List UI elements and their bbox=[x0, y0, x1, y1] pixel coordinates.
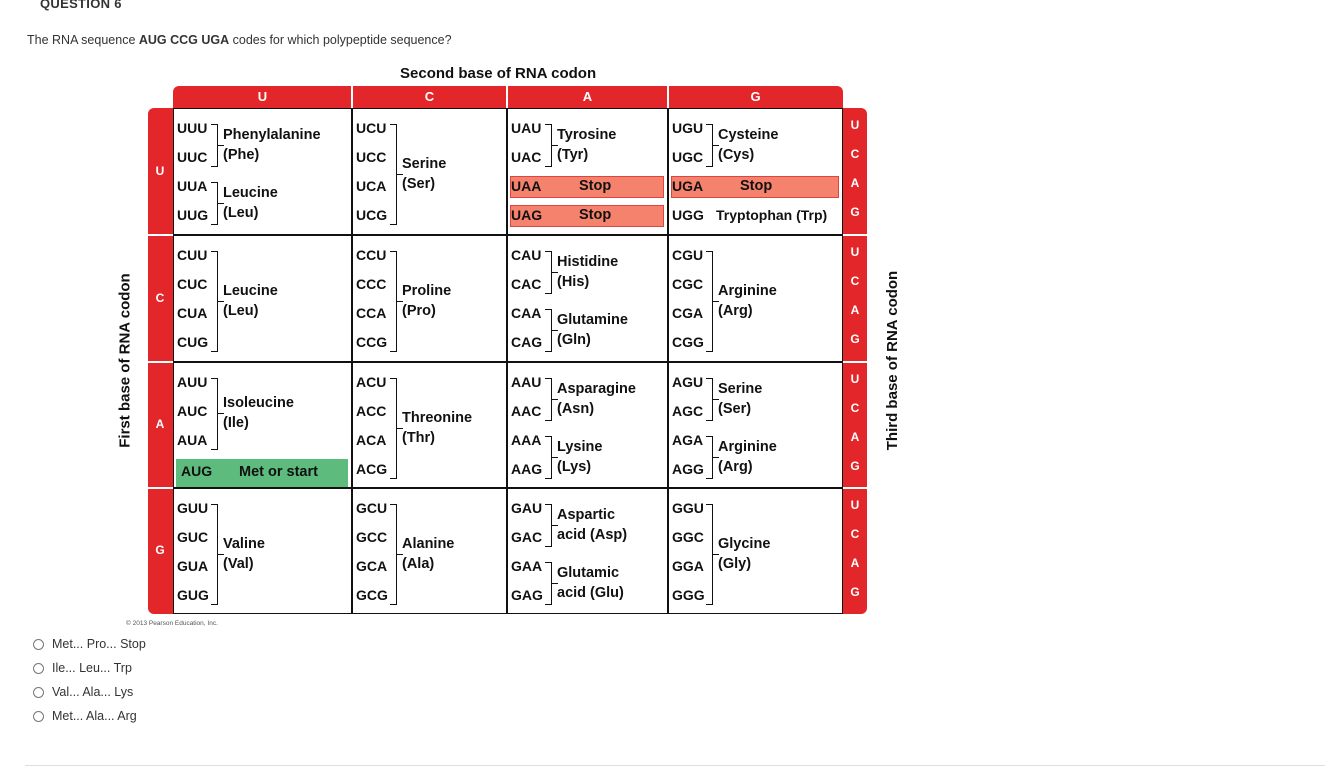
bracket bbox=[211, 378, 218, 450]
codon-UAG: UAG bbox=[511, 207, 543, 223]
codon-GAU: GAU bbox=[511, 500, 543, 516]
amino-acid-abbr: (Gln) bbox=[557, 331, 591, 348]
codon-CGC: CGC bbox=[672, 276, 704, 292]
stop-label: Stop bbox=[579, 178, 612, 194]
radio-button[interactable] bbox=[33, 687, 44, 698]
bracket bbox=[706, 378, 713, 421]
answer-option-label[interactable]: Val... Ala... Lys bbox=[52, 685, 134, 699]
amino-acid-name: Histidine bbox=[557, 253, 619, 270]
codon-ACA: ACA bbox=[356, 432, 387, 448]
radio-button[interactable] bbox=[33, 663, 44, 674]
bracket bbox=[545, 309, 552, 352]
codon-AUG: AUG bbox=[181, 463, 213, 479]
codon-CUC: CUC bbox=[177, 276, 208, 292]
question-text bbox=[27, 33, 452, 47]
codon-CAU: CAU bbox=[511, 247, 542, 263]
bracket bbox=[390, 124, 397, 225]
copyright-text: © 2013 Pearson Education, Inc. bbox=[126, 620, 218, 627]
first-base-C: C bbox=[155, 290, 165, 305]
codon-UAC: UAC bbox=[511, 149, 542, 165]
amino-acid-name: Valine bbox=[223, 535, 265, 552]
amino-acid-name: Glutamic bbox=[557, 564, 620, 581]
amino-acid-abbr: (Lys) bbox=[557, 458, 592, 475]
amino-acid-name: Serine bbox=[718, 380, 763, 397]
amino-acid-name: Glycine bbox=[718, 535, 771, 552]
bracket bbox=[545, 436, 552, 479]
third-base-U: U bbox=[850, 245, 860, 259]
codon-AGA: AGA bbox=[672, 432, 704, 448]
amino-acid-abbr: (Ile) bbox=[223, 415, 249, 431]
third-base-C: C bbox=[850, 527, 860, 541]
codon-GCU: GCU bbox=[356, 500, 388, 516]
codon-UAU: UAU bbox=[511, 120, 542, 136]
amino-acid-name: Aspartic bbox=[557, 506, 616, 523]
left-separator bbox=[148, 487, 173, 489]
codon-CCG: CCG bbox=[356, 334, 388, 350]
bracket bbox=[545, 378, 552, 421]
rna-sequence: AUG CCG UGA bbox=[138, 33, 230, 47]
amino-acid-abbr: (Phe) bbox=[223, 146, 260, 163]
bracket bbox=[706, 436, 713, 479]
codon-GGA: GGA bbox=[672, 558, 704, 574]
amino-acid-abbr: acid (Glu) bbox=[557, 584, 624, 601]
amino-acid-name: Phenylalanine bbox=[223, 126, 321, 143]
codon-AGU: AGU bbox=[672, 374, 704, 390]
codon-UCC: UCC bbox=[356, 149, 387, 165]
third-base-G: G bbox=[850, 332, 860, 346]
third-base-A: A bbox=[850, 303, 860, 317]
first-base-G: G bbox=[155, 543, 165, 557]
amino-acid-abbr: (His) bbox=[557, 273, 590, 290]
third-base-A: A bbox=[850, 556, 860, 570]
third-base-G: G bbox=[850, 459, 860, 473]
third-base-A: A bbox=[850, 176, 860, 190]
amino-acid-name: Arginine bbox=[718, 438, 777, 455]
codon-GCC: GCC bbox=[356, 529, 388, 545]
second-base-title: Second base of RNA codon bbox=[400, 65, 597, 82]
question-suffix: codes for which polypeptide sequence? bbox=[229, 33, 452, 47]
codon-AAU: AAU bbox=[511, 374, 542, 390]
codon-UGA: UGA bbox=[672, 178, 704, 194]
amino-acid-name: Proline bbox=[402, 282, 452, 299]
codon-CGU: CGU bbox=[672, 247, 704, 263]
third-base-C: C bbox=[850, 401, 860, 415]
codon-GGG: GGG bbox=[672, 587, 705, 603]
amino-acid-abbr: (Cys) bbox=[718, 146, 755, 163]
amino-acid-abbr: (Gly) bbox=[718, 555, 752, 572]
codon-CCA: CCA bbox=[356, 305, 387, 321]
third-base-G: G bbox=[850, 205, 860, 219]
codon-GCG: GCG bbox=[356, 587, 388, 603]
answer-option[interactable] bbox=[33, 685, 133, 699]
codon-CGA: CGA bbox=[672, 305, 704, 321]
amino-acid-name: Threonine bbox=[402, 409, 473, 426]
codon-CCU: CCU bbox=[356, 247, 387, 263]
radio-button[interactable] bbox=[33, 711, 44, 722]
amino-acid-name: Cysteine bbox=[718, 126, 779, 143]
first-base-A: A bbox=[155, 417, 165, 431]
bracket bbox=[545, 562, 552, 605]
codon-UCA: UCA bbox=[356, 178, 387, 194]
codon-UUG: UUG bbox=[177, 207, 209, 223]
amino-acid-abbr: acid (Asp) bbox=[557, 526, 628, 543]
codon-CAG: CAG bbox=[511, 334, 543, 350]
codon-UGU: UGU bbox=[672, 120, 704, 136]
first-base-U: U bbox=[155, 163, 165, 178]
amino-acid-abbr: (Arg) bbox=[718, 458, 753, 475]
third-base-title: Third base of RNA codon bbox=[884, 270, 902, 451]
bracket bbox=[211, 124, 218, 167]
answer-option-label[interactable]: Met... Pro... Stop bbox=[52, 637, 146, 651]
header-separator bbox=[351, 86, 353, 108]
second-base-C: C bbox=[424, 89, 435, 104]
codon-AAC: AAC bbox=[511, 403, 542, 419]
amino-acid-abbr: (Arg) bbox=[718, 302, 753, 319]
codon-GCA: GCA bbox=[356, 558, 388, 574]
codon-AUU: AUU bbox=[177, 374, 208, 390]
codon-ACG: ACG bbox=[356, 461, 388, 477]
third-base-U: U bbox=[850, 118, 860, 132]
codon-CAC: CAC bbox=[511, 276, 542, 292]
amino-acid-abbr: (Val) bbox=[223, 555, 254, 572]
codon-UCU: UCU bbox=[356, 120, 387, 136]
third-base-U: U bbox=[850, 372, 860, 386]
codon-UUU: UUU bbox=[177, 120, 208, 136]
question-heading: QUESTION 6 bbox=[40, 0, 122, 11]
bracket bbox=[706, 504, 713, 605]
codon-GUA: GUA bbox=[177, 558, 209, 574]
second-base-G: G bbox=[750, 89, 761, 104]
amino-acid-abbr: (Leu) bbox=[223, 302, 259, 319]
amino-acid-name: Asparagine bbox=[557, 380, 636, 397]
right-separator bbox=[843, 361, 867, 363]
right-separator bbox=[843, 234, 867, 236]
header-separator bbox=[506, 86, 508, 108]
codon-CAA: CAA bbox=[511, 305, 542, 321]
codon-UUA: UUA bbox=[177, 178, 208, 194]
codon-UAA: UAA bbox=[511, 178, 542, 194]
codon-UCG: UCG bbox=[356, 207, 388, 223]
amino-acid-name: Leucine bbox=[223, 282, 278, 299]
codon-ACU: ACU bbox=[356, 374, 387, 390]
second-base-A: A bbox=[582, 89, 593, 104]
codon-AUC: AUC bbox=[177, 403, 208, 419]
codon-GUC: GUC bbox=[177, 529, 209, 545]
amino-acid-abbr: (Thr) bbox=[402, 429, 436, 446]
answer-option[interactable] bbox=[33, 637, 146, 651]
stop-label: Stop bbox=[740, 178, 773, 194]
amino-acid-abbr: (Pro) bbox=[402, 302, 436, 319]
bracket bbox=[706, 251, 713, 352]
codon-CGG: CGG bbox=[672, 334, 704, 350]
third-base-C: C bbox=[850, 274, 860, 288]
left-separator bbox=[148, 234, 173, 236]
third-base-C: C bbox=[850, 147, 860, 161]
codon-AGC: AGC bbox=[672, 403, 704, 419]
bracket bbox=[545, 124, 552, 167]
amino-acid-name: Glutamine bbox=[557, 311, 628, 328]
bracket bbox=[211, 182, 218, 225]
codon-CUA: CUA bbox=[177, 305, 208, 321]
codon-GAA: GAA bbox=[511, 558, 543, 574]
amino-acid-name: Leucine bbox=[223, 184, 278, 201]
question-prefix: The RNA sequence bbox=[27, 33, 139, 47]
amino-acid-abbr: (Ala) bbox=[402, 555, 435, 572]
codon-AAG: AAG bbox=[511, 461, 543, 477]
answer-option[interactable] bbox=[33, 709, 137, 723]
bracket bbox=[706, 124, 713, 167]
right-separator bbox=[843, 487, 867, 489]
amino-acid-name: Alanine bbox=[402, 535, 455, 552]
bracket bbox=[545, 251, 552, 294]
amino-acid-abbr: (Ser) bbox=[718, 400, 752, 417]
codon-UUC: UUC bbox=[177, 149, 208, 165]
third-base-G: G bbox=[850, 585, 860, 599]
amino-acid-abbr: (Leu) bbox=[223, 204, 259, 221]
left-separator bbox=[148, 361, 173, 363]
codon-AUA: AUA bbox=[177, 432, 208, 448]
codon-GGC: GGC bbox=[672, 529, 704, 545]
amino-acid-abbr: (Ser) bbox=[402, 175, 436, 192]
amino-acid-name: Lysine bbox=[557, 438, 603, 455]
header-separator bbox=[667, 86, 669, 108]
answer-option[interactable] bbox=[33, 661, 132, 675]
third-base-U: U bbox=[850, 498, 860, 512]
amino-acid-abbr: (Asn) bbox=[557, 400, 595, 417]
codon-AAA: AAA bbox=[511, 432, 542, 448]
divider bbox=[25, 765, 1325, 766]
bracket bbox=[211, 251, 218, 352]
codon-ACC: ACC bbox=[356, 403, 387, 419]
second-base-U: U bbox=[257, 89, 268, 104]
amino-acid-abbr: (Tyr) bbox=[557, 146, 589, 163]
codon-CCC: CCC bbox=[356, 276, 387, 292]
codon-GUU: GUU bbox=[177, 500, 209, 516]
radio-button[interactable] bbox=[33, 639, 44, 650]
codon-chart bbox=[116, 62, 902, 627]
codon-GUG: GUG bbox=[177, 587, 209, 603]
bracket bbox=[390, 251, 397, 352]
answer-option-label[interactable]: Ile... Leu... Trp bbox=[52, 661, 132, 675]
codon-GAG: GAG bbox=[511, 587, 543, 603]
codon-CUG: CUG bbox=[177, 334, 209, 350]
first-base-title: First base of RNA codon bbox=[116, 273, 134, 448]
codon-GAC: GAC bbox=[511, 529, 543, 545]
amino-acid-name: Serine bbox=[402, 155, 447, 172]
amino-acid-name: Isoleucine bbox=[223, 395, 294, 411]
codon-GGU: GGU bbox=[672, 500, 704, 516]
codon-CUU: CUU bbox=[177, 247, 208, 263]
amino-acid-name: Arginine bbox=[718, 282, 777, 299]
bracket bbox=[390, 504, 397, 605]
start-label: Met or start bbox=[239, 464, 318, 480]
answer-option-label[interactable]: Met... Ala... Arg bbox=[52, 709, 137, 723]
bracket bbox=[545, 504, 552, 547]
codon-UGG: UGG bbox=[672, 207, 704, 223]
stop-label: Stop bbox=[579, 207, 612, 223]
amino-acid-name: Tyrosine bbox=[557, 126, 617, 143]
codon-UGC: UGC bbox=[672, 149, 704, 165]
third-base-A: A bbox=[850, 430, 860, 444]
bracket bbox=[390, 378, 397, 479]
bracket bbox=[211, 504, 218, 605]
single-amino-acid: Tryptophan (Trp) bbox=[716, 207, 828, 223]
codon-AGG: AGG bbox=[672, 461, 704, 477]
